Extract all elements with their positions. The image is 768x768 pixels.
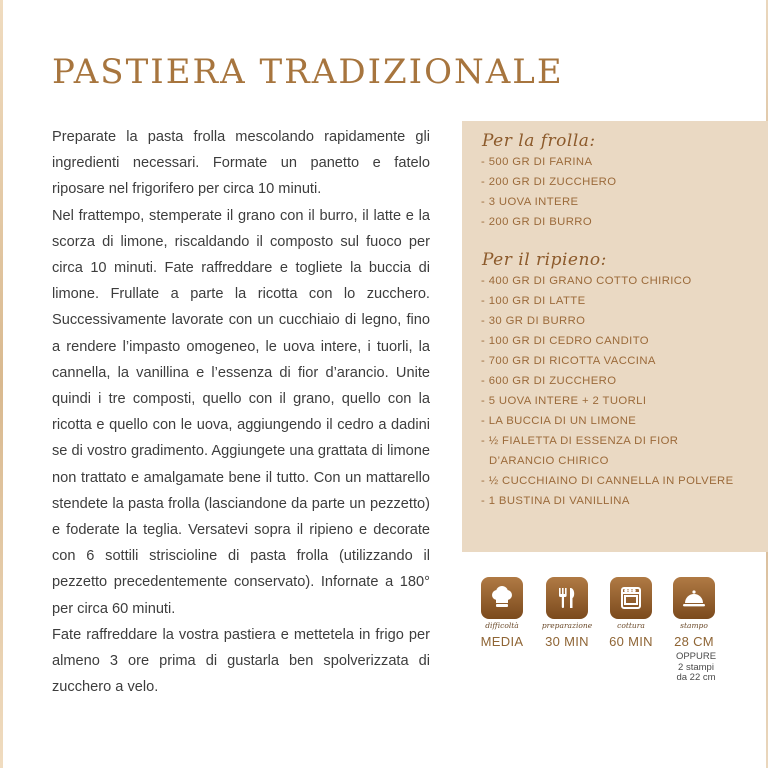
ingredient-item: - LA BUCCIA DI UN LIMONE xyxy=(481,415,637,427)
frolla-list xyxy=(481,152,616,232)
ingredient-item: - 200 GR DI ZUCCHERO xyxy=(481,176,617,188)
frolla-heading: Per la frolla: xyxy=(482,131,596,151)
method-paragraph: Fate raffreddare la vostra pastiera e mettetela in frigo per almeno 3 ore prima di gustarla ben spolverizzata di zucchero a velo. xyxy=(52,626,430,696)
oven-icon xyxy=(610,577,652,619)
preparation-caption: preparazione xyxy=(541,621,593,630)
ingredients-panel xyxy=(462,121,768,552)
note-line: OPPURE xyxy=(675,651,717,662)
ingredient-item: - 700 GR DI RICOTTA VACCINA xyxy=(481,355,656,367)
ingredient-item: - 600 GR DI ZUCCHERO xyxy=(481,375,617,387)
ripieno-heading: Per il ripieno: xyxy=(482,250,607,270)
method-paragraph: Preparate la pasta frolla mescolando rapidamente gli ingredienti necessari. Formate un panetto e fatelo riposare nel frigorifero per circa 10 minuti. xyxy=(52,129,430,198)
difficulty-value: MEDIA xyxy=(480,634,524,649)
preparation-value: 30 MIN xyxy=(545,634,589,649)
ingredient-item: - 3 UOVA INTERE xyxy=(481,196,579,208)
left-page-edge xyxy=(0,0,3,768)
fork-knife-icon xyxy=(546,577,588,619)
mold-alternative-note xyxy=(660,652,732,684)
ripieno-list xyxy=(481,271,739,511)
note-line: 2 stampi xyxy=(678,661,714,673)
recipe-title: PASTIERA TRADIZIONALE xyxy=(52,52,564,92)
note-line: da 22 cm xyxy=(676,672,716,683)
ingredient-item: - 100 GR DI LATTE xyxy=(481,295,586,307)
ingredient-item: - 1 BUSTINA DI VANILLINA xyxy=(481,495,630,507)
cooking-value: 60 MIN xyxy=(609,634,653,649)
serving-dish-icon xyxy=(673,577,715,619)
ingredient-item: - ½ CUCCHIAINO DI CANNELLA IN POLVERE xyxy=(481,475,734,487)
ingredient-item: - 30 GR DI BURRO xyxy=(481,315,586,327)
ingredient-item: - ½ FIALETTA DI ESSENZA DI FIOR D’ARANCIO CHIRICO xyxy=(481,435,679,467)
difficulty-caption: difficoltà xyxy=(485,621,519,630)
mold-value: 28 CM xyxy=(674,634,714,649)
ingredient-item: - 100 GR DI CEDRO CANDITO xyxy=(481,335,649,347)
ingredient-item: - 5 UOVA INTERE + 2 TUORLI xyxy=(481,395,647,407)
chef-hat-icon xyxy=(481,577,523,619)
method-paragraph: Nel frattempo, stemperate il grano con il burro, il latte e la scorza di limone, riscaldando il composto sul fuoco per circa 10 minuti. Fate raffreddare e togliete la buccia di limone. Frullate a parte la ricotta con lo zucchero. Successivamente lavorate con un cucchiaio di legno, fino a rendere l’impasto omogeneo, le uova intere, i tuorli, la cannella, la vanillina e l’essenza di fior d’arancio. Unite quindi i tre composti, quello con il grano, quello con la ricotta e quello con le uova, aggiungendo il cedro a dadini se di vostro gradimento. Aggiungete una grattata di limone non trattato e amalgamate bene il tutto. Con un mattarello stendete la pasta frolla (lasciandone da parte un pezzetto) e foderate la teglia. Versatevi sopra il ripieno e decorate con 6 sottili striscioline di pasta frolla (utilizzando il pezzetto precedentemente conservato). Infornate a 180° per circa 60 minuti. xyxy=(52,207,430,617)
cooking-caption: cottura xyxy=(617,621,645,630)
ingredient-item: - 400 GR DI GRANO COTTO CHIRICO xyxy=(481,275,692,287)
recipe-method xyxy=(52,124,430,700)
ingredient-item: - 200 GR DI BURRO xyxy=(481,216,593,228)
mold-caption: stampo xyxy=(680,621,708,630)
ingredient-item: - 500 GR DI FARINA xyxy=(481,156,593,168)
